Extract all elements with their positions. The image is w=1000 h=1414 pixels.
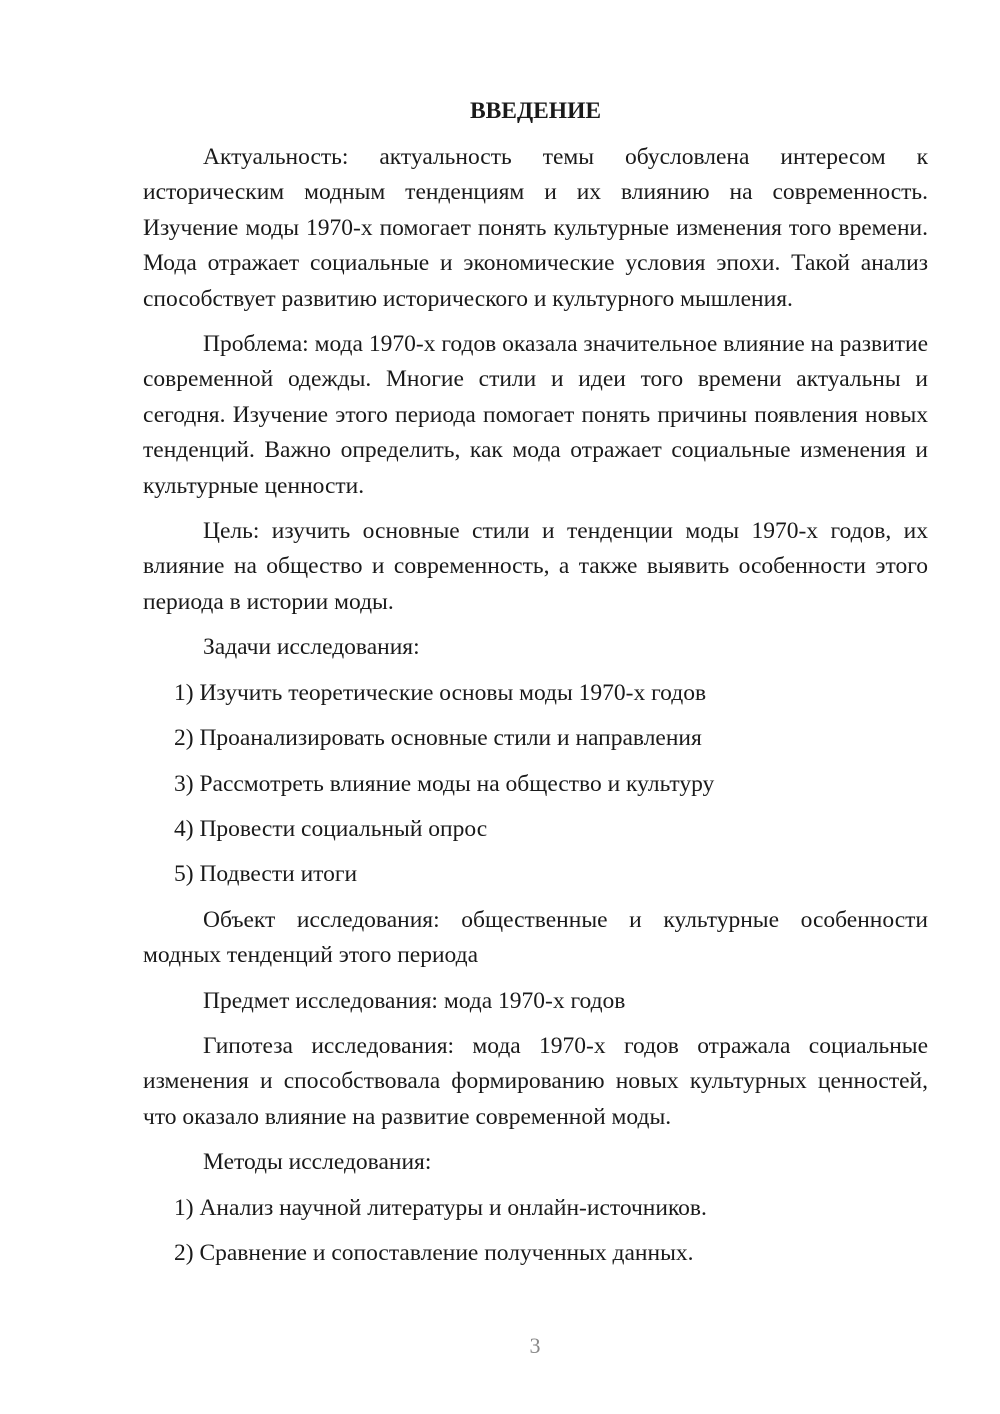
problem-paragraph: Проблема: мода 1970-х годов оказала значительное влияние на развитие современной одежды. Многие стили и идеи того времени актуальны и сегодня. Изучение этого периода помогает понять причины появления новых тенденций. Важно определить, как мода отражает социальные изменения и культурные ценности. xyxy=(143,331,928,499)
list-item: 2) Сравнение и сопоставление полученных данных. xyxy=(174,1239,694,1266)
page-number: 3 xyxy=(529,1333,541,1358)
hypothesis-paragraph: Гипотеза исследования: мода 1970-х годов отражала социальные изменения и способствовала формированию новых культурных ценностей, что оказало влияние на развитие современной моды. xyxy=(143,1032,928,1130)
list-item: 3) Рассмотреть влияние моды на общество и культуру xyxy=(174,770,715,797)
tasks-list xyxy=(143,676,928,893)
document-page xyxy=(143,96,928,1281)
list-item: 5) Подвести итоги xyxy=(174,861,358,888)
section-title: ВВЕДЕНИЕ xyxy=(469,98,602,124)
methods-list xyxy=(143,1191,928,1272)
tasks-heading: Задачи исследования: xyxy=(203,634,420,661)
list-item: 1) Анализ научной литературы и онлайн-источников. xyxy=(174,1194,707,1221)
relevance-paragraph: Актуальность: актуальность темы обусловлена интересом к историческим модным тенденциям и их влиянию на современность. Изучение моды 1970-х помогает понять культурные изменения того времени. Мода отражает социальные и экономические условия эпохи. Такой анализ способствует развитию исторического и культурного мышления. xyxy=(143,144,928,312)
goal-paragraph: Цель: изучить основные стили и тенденции моды 1970-х годов, их влияние на общество и современность, а также выявить особенности этого периода в истории моды. xyxy=(143,518,928,615)
object-paragraph: Объект исследования: общественные и культурные особенности модных тенденций этого периода xyxy=(143,906,928,969)
list-item: 4) Провести социальный опрос xyxy=(174,815,488,842)
methods-heading: Методы исследования: xyxy=(203,1149,432,1176)
subject-paragraph: Предмет исследования: мода 1970-х годов xyxy=(203,987,626,1014)
list-item: 2) Проанализировать основные стили и направления xyxy=(174,725,702,752)
list-item: 1) Изучить теоретические основы моды 1970-х годов xyxy=(174,679,707,706)
